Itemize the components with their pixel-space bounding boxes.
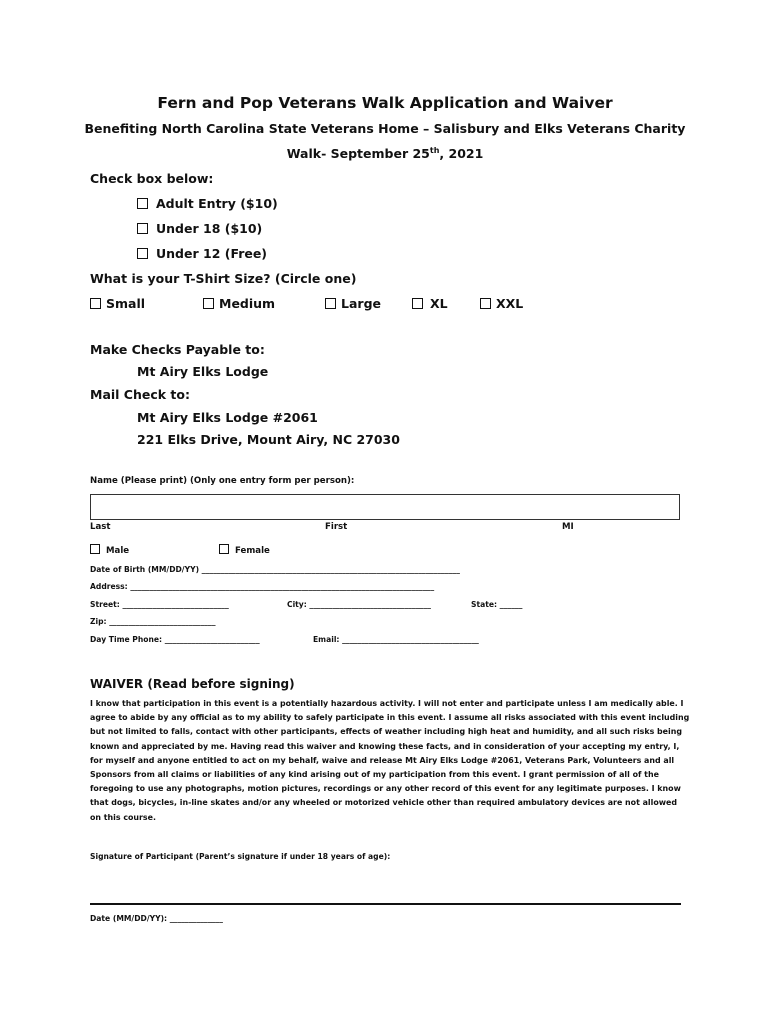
signature-line[interactable] — [90, 903, 681, 905]
gender-female[interactable]: Female — [219, 544, 270, 556]
email-field[interactable]: Email: ____________________________________ — [313, 635, 479, 644]
entry-option-adult[interactable]: Adult Entry ($10) — [137, 196, 278, 211]
entry-option-under12[interactable]: Under 12 (Free) — [137, 246, 267, 261]
checkbox[interactable] — [137, 248, 148, 259]
payable-label: Make Checks Payable to: — [90, 342, 265, 357]
size-large[interactable]: Large — [325, 296, 381, 311]
checkbox[interactable] — [90, 298, 101, 309]
date-field[interactable]: Date (MM/DD/YY): ______________ — [90, 914, 223, 923]
checkbox[interactable] — [480, 298, 491, 309]
size-xl[interactable]: XL — [412, 296, 448, 311]
walk-date: Walk- September 25th, 2021 — [286, 146, 484, 162]
checkbox[interactable] — [412, 298, 423, 309]
first-name-caption: First — [325, 522, 348, 532]
checkbox[interactable] — [90, 544, 100, 554]
entry-heading: Check box below: — [90, 171, 214, 186]
waiver-text: I know that participation in this event is a potentially hazardous activity. I will not enter and participate unless I am medically able. I agree to abide by any official as to my ability to safely participate in this event. I assume all risks associated with this event including but not limited to falls, contact with other participants, effects of weather including high heat and humidity, and all such risks being known and appreciated by me. Having read this waiver and knowing these facts, and in consideration of your accepting my entry, I, for myself and anyone entitled to act on my behalf, waive and release Mt Airy Elks Lodge #2061, Veterans Park, Volunteers and all Sponsors from all claims or liabilities of any kind arising out of my participation from this event. I grant permission of all of the foregoing to use any photographs, motion pictures, recordings or any other record of this event for any legitimate purposes. I know that dogs, bicycles, in-line skates and/or any wheeled or motorized vehicle other than required ambulatory devices are not allowed on this course. — [90, 699, 690, 822]
entry-option-under18[interactable]: Under 18 ($10) — [137, 221, 262, 236]
street-field[interactable]: Street: ____________________________ — [90, 600, 229, 609]
tshirt-heading: What is your T-Shirt Size? (Circle one) — [90, 271, 357, 286]
waiver-heading: WAIVER (Read before signing) — [90, 677, 295, 691]
checkbox[interactable] — [137, 198, 148, 209]
signature-label: Signature of Participant (Parent’s signature if under 18 years of age): — [90, 852, 391, 861]
mi-caption: MI — [562, 522, 574, 532]
city-field[interactable]: City: ________________________________ — [287, 600, 431, 609]
size-small[interactable]: Small — [90, 296, 145, 311]
payable-to: Mt Airy Elks Lodge — [137, 364, 269, 379]
zip-field[interactable]: Zip: ____________________________ — [90, 617, 216, 626]
mail-label: Mail Check to: — [90, 387, 190, 402]
phone-field[interactable]: Day Time Phone: _________________________ — [90, 635, 260, 644]
size-medium[interactable]: Medium — [203, 296, 275, 311]
form-title: Fern and Pop Veterans Walk Application and Waiver — [157, 94, 613, 112]
checkbox[interactable] — [137, 223, 148, 234]
mail-address-line2: 221 Elks Drive, Mount Airy, NC 27030 — [137, 432, 400, 447]
checkbox[interactable] — [219, 544, 229, 554]
name-label: Name (Please print) (Only one entry form per person): — [90, 476, 355, 486]
checkbox[interactable] — [203, 298, 214, 309]
last-name-caption: Last — [90, 522, 111, 532]
size-xxl[interactable]: XXL — [480, 296, 523, 311]
mail-address-line1: Mt Airy Elks Lodge #2061 — [137, 410, 318, 425]
gender-male[interactable]: Male — [90, 544, 129, 556]
form-subtitle: Benefiting North Carolina State Veterans Home – Salisbury and Elks Veterans Charity — [84, 121, 686, 136]
state-field[interactable]: State: ______ — [471, 600, 523, 609]
name-input[interactable] — [90, 494, 680, 520]
dob-field[interactable]: Date of Birth (MM/DD/YY) ____________________________________________________________________ — [90, 565, 460, 574]
address-field[interactable]: Address: ________________________________________________________________________________ — [90, 582, 435, 591]
checkbox[interactable] — [325, 298, 336, 309]
